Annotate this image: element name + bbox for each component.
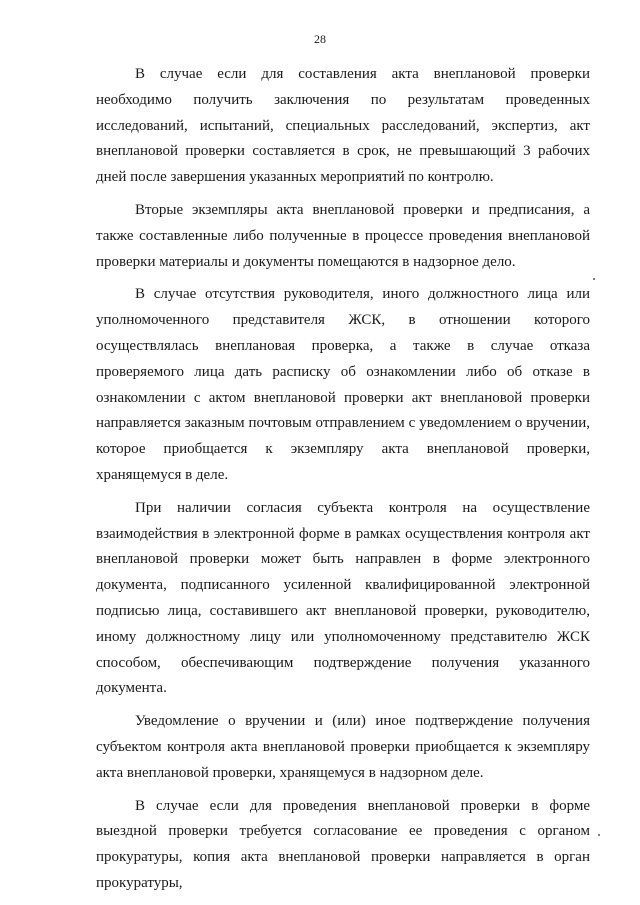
paragraph-4: При наличии согласия субъекта контроля на осуществление взаимодействия в электронной форме в рамках осуществления контроля акт внеплановой проверки может быть направлен в форме электронного документа, подписанного усиленной квалифицированной электронной подписью лица, составившего акт внеплановой проверки, руководителю, иному должностному лицу или уполномоченному представителю ЖСК способом, обеспечивающим подтверждение получения указанного документа. (96, 499, 590, 697)
scan-speck (598, 834, 600, 836)
paragraph-5: Уведомление о вручении и (или) иное подтверждение получения субъектом контроля акта внеплановой проверки приобщается к экземпляру акта внеплановой проверки, хранящемуся в надзорном деле. (96, 713, 590, 781)
page-number: 28 (314, 32, 326, 46)
document-body (96, 62, 590, 897)
scan-speck (593, 278, 595, 280)
paragraph-1: В случае если для составления акта внеплановой проверки необходимо получить заключения по результатам проведенных исследований, испытаний, специальных расследований, экспертиз, акт внеплановой проверки составляется в срок, не превышающий 3 рабочих дней после завершения указанных мероприятий по контролю. (96, 66, 590, 186)
paragraph-2: Вторые экземпляры акта внеплановой проверки и предписания, а также составленные либо полученные в процессе проведения внеплановой проверки материалы и документы помещаются в надзорное дело. (96, 201, 590, 270)
paragraph-6: В случае если для проведения внеплановой проверки в форме выездной проверки требуется согласование ее проведения с органом прокуратуры, копия акта внеплановой проверки направляется в орган прокуратуры, (96, 797, 590, 891)
paragraph-3: В случае отсутствия руководителя, иного должностного лица или уполномоченного представителя ЖСК, в отношении которого осуществлялась внеплановая проверка, а также в случае отказа проверяемого лица дать расписку об ознакомлении либо об отказе в ознакомлении с актом внеплановой проверки акт внеплановой проверки направляется заказным почтовым отправлением с уведомлением о вручении, которое приобщается к экземпляру акта внеплановой проверки, хранящемуся в деле. (96, 286, 590, 483)
